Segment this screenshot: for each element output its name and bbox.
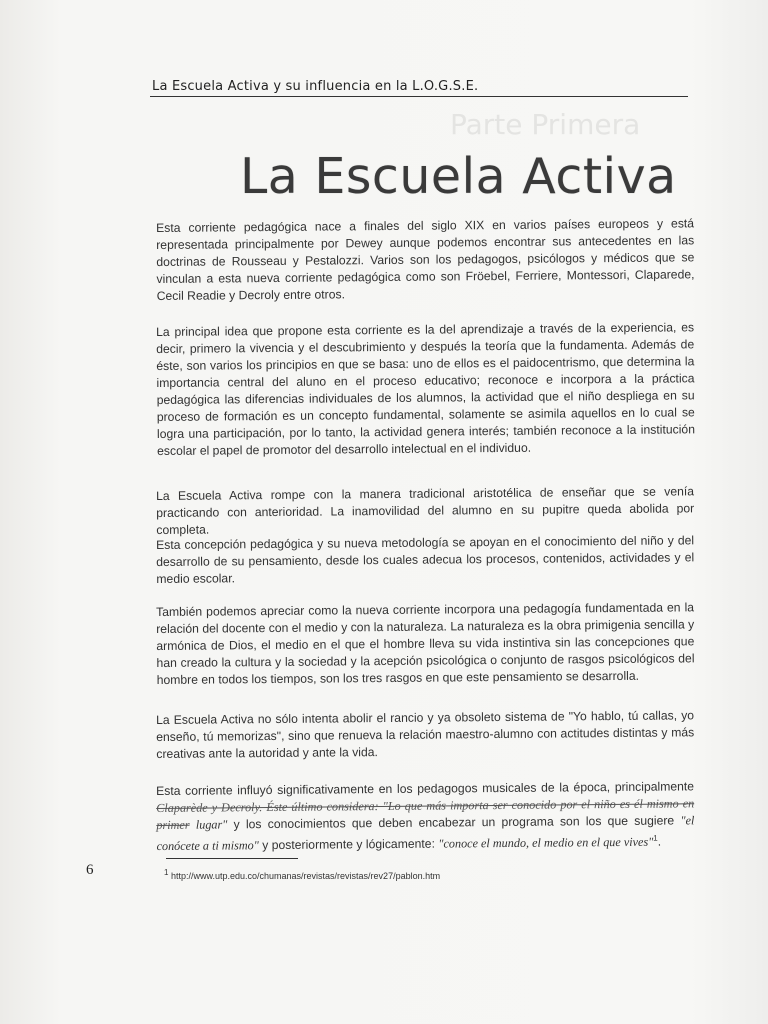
paragraph-1: Esta corriente pedagógica nace a finales del siglo XIX en varios países europeos y está representada principalmente por Dewey aunque podemos encontrar sus antecedentes en las doctrinas de Rousseau y Pestalozzi. Varios son los pedagogos, psicólogos y médicos que se vinculan a esta nueva corriente pedagógica como son Fröebel, Ferriere, Montessori, Claparede, Cecil Readie y Decroly entre otros. (156, 216, 695, 303)
quote-3: "conoce el mundo, el medio en el que vives" (438, 834, 654, 851)
header-rule (150, 96, 688, 97)
struck-text: Claparède y Decroly. Éste último considera: "Lo que más importa ser conocido por el niño es él mismo en primer (156, 796, 695, 832)
paragraph-7-end: . (657, 834, 662, 849)
footnote-reference: 1 (653, 833, 658, 843)
paragraph-5: También podemos apreciar como la nueva corriente incorpora una pedagogía fundamentada en la relación del docente con el medio y con la naturaleza. La naturaleza es la obra primigenia sencilla y armónica de Dios, el medio en el que el hombre lleva su vida instintiva sin las concepciones que han creado la cultura y la sociedad y la acepción psicológica o conjunto de rasgos psicológicos del hombre en todos los tiempos, son los tres rasgos en que este pensamiento se desarrolla. (156, 600, 695, 687)
footnote (164, 868, 440, 881)
page-number: 6 (86, 862, 94, 878)
paragraph-2: La principal idea que propone esta corriente es la del aprendizaje a través de la experiencia, es decir, primero la vivencia y el descubrimiento y después la teoría que la fundamenta. Además de éste, son varios los principios en que se basa: uno de ellos es el paidocentrismo, que determina la importancia central del aluno en el proceso educativo; reconoce e incorpora a la práctica pedagógica las diferencias individuales de los alumnos, la actividad que el niño despliega en su proceso de formación es un concepto fundamental, solamente se asimila aquellos en lo cual se logra una participación, por lo tanto, la actividad genera interés; también reconoce a la institución escolar el papel de promotor del desarrollo intelectual en el individuo. (156, 320, 696, 458)
running-head: La Escuela Activa y su influencia en la L.O.G.S.E. (152, 79, 479, 94)
page-title: La Escuela Activa (240, 148, 677, 205)
quote-1: lugar" (195, 817, 228, 832)
paragraph-6: La Escuela Activa no sólo intenta abolir el rancio y ya obsoleto sistema de "Yo hablo, tú callas, yo enseño, tú memorizas", sino que renueva la relación maestro-alumno con actitudes distintas y más creativas ante la autoridad y ante la vida. (156, 708, 695, 761)
show-through-text: Parte Primera (450, 108, 641, 141)
paragraph-7-line-1: Esta corriente influyó significativamente en los pedagogos musicales de la época, principalmente (156, 779, 695, 798)
paragraph-7 (156, 778, 695, 855)
paragraph-4: Esta concepción pedagógica y su nueva metodología se apoyan en el conocimiento del niño y del desarrollo de su pensamiento, desde los cuales adecua los procesos, contenidos, actividades y el medio escolar. (156, 533, 695, 586)
footnote-url: http://www.utp.edu.co/chumanas/revistas/revistas/rev27/pablon.htm (170, 871, 441, 881)
paragraph-7-after: y posteriormente y lógicamente: (258, 836, 439, 853)
footnote-rule (166, 858, 298, 859)
paragraph-3: La Escuela Activa rompe con la manera tradicional aristotélica de enseñar que se venía practicando con anterioridad. La inamovilidad del alumno en su pupitre queda abolida por completa. (156, 484, 695, 537)
quote-2: "el conócete a ti mismo" (156, 813, 695, 854)
footnote-marker: 1 (164, 868, 169, 877)
paragraph-7-mid: y los conocimientos que deben encabezar un programa son los que sugiere (227, 813, 681, 832)
